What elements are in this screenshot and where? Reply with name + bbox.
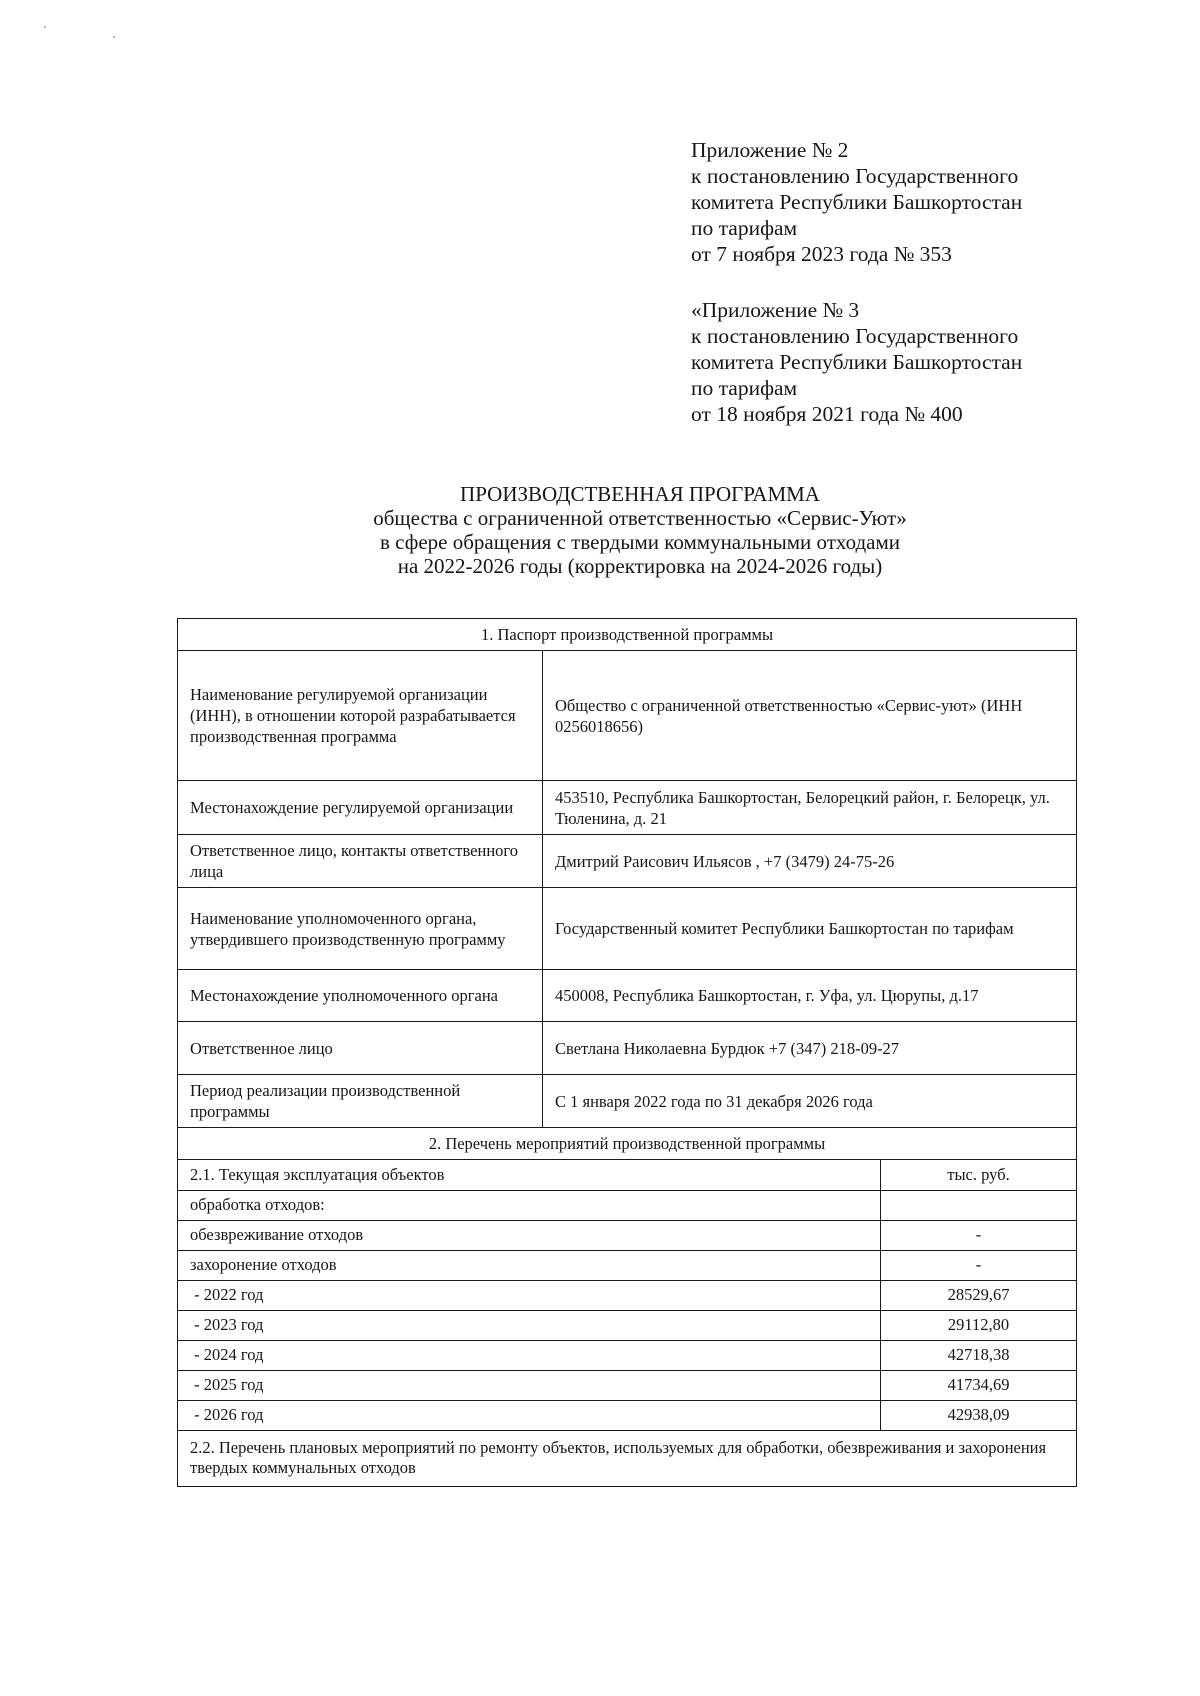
passport-section-title: 1. Паспорт производственной программы (178, 619, 1077, 651)
passport-value: 450008, Республика Башкортостан, г. Уфа, ул. Цюрупы, д.17 (543, 970, 1077, 1022)
measure-value: - (881, 1250, 1077, 1280)
passport-row (178, 781, 1077, 835)
measure-label: захоронение отходов (178, 1250, 881, 1280)
passport-row (178, 835, 1077, 888)
passport-label: Местонахождение регулируемой организации (178, 781, 543, 835)
repair-note: 2.2. Перечень плановых мероприятий по ремонту объектов, используемых для обработки, обезвреживания и захоронения твердых коммунальных отходов (190, 1438, 1047, 1478)
measures-row (178, 1400, 1076, 1430)
passport-value: С 1 января 2022 года по 31 декабря 2026 года (543, 1075, 1077, 1128)
passport-value: Дмитрий Раисович Ильясов , +7 (3479) 24-75-26 (543, 835, 1077, 888)
passport-row (178, 1075, 1077, 1128)
annex-line: к постановлению Государственного (691, 164, 1019, 188)
passport-label: Период реализации производственной программы (178, 1075, 543, 1128)
annex-line: комитета Республики Башкортостан (691, 190, 1023, 214)
measure-value: 41734,69 (881, 1370, 1077, 1400)
heading-line: в сфере обращения с твердыми коммунальными отходами (379, 530, 901, 554)
annex-line: Приложение № 2 (691, 138, 849, 162)
annex-line: по тарифам (691, 216, 798, 240)
measure-label: - 2024 год (178, 1340, 881, 1370)
program-table (177, 618, 1077, 1487)
measure-value: - (881, 1220, 1077, 1250)
measures-row (178, 1190, 1076, 1220)
annex-line: к постановлению Государственного (691, 324, 1019, 348)
annex-current (691, 137, 1022, 267)
passport-value: Общество с ограниченной ответственностью «Сервис-уют» (ИНН 0256018656) (543, 651, 1077, 781)
annex-line: «Приложение № 3 (691, 298, 860, 322)
repair-note-row (178, 1430, 1076, 1486)
section-header-row (178, 1128, 1077, 1160)
measures-row (178, 1280, 1076, 1310)
measure-label: - 2025 год (178, 1370, 881, 1400)
measure-value: 42938,09 (881, 1400, 1077, 1430)
measure-label: - 2023 год (178, 1310, 881, 1340)
measure-value: 42718,38 (881, 1340, 1077, 1370)
passport-row (178, 651, 1077, 781)
annex-line: от 18 ноября 2021 года № 400 (691, 402, 963, 426)
annex-line: по тарифам (691, 376, 798, 400)
measure-value: 28529,67 (881, 1280, 1077, 1310)
measures-row (178, 1310, 1076, 1340)
passport-row (178, 970, 1077, 1022)
measures-table (178, 1160, 1076, 1486)
measure-label: обработка отходов: (178, 1190, 881, 1220)
measures-row (178, 1220, 1076, 1250)
measure-value (881, 1190, 1077, 1220)
measures-row (178, 1340, 1076, 1370)
heading-line: на 2022-2026 годы (корректировка на 2024-2026 годы) (397, 554, 883, 578)
measure-label: - 2026 год (178, 1400, 881, 1430)
passport-value: Светлана Николаевна Бурдюк +7 (347) 218-09-27 (543, 1022, 1077, 1075)
annex-original (691, 297, 1022, 427)
measure-label: - 2022 год (178, 1280, 881, 1310)
passport-value: 453510, Республика Башкортостан, Белорецкий район, г. Белорецк, ул. Тюленина, д. 21 (543, 781, 1077, 835)
subsection-title: 2.1. Текущая эксплуатация объектов (178, 1160, 881, 1190)
document-title: ПРОИЗВОДСТВЕННАЯ ПРОГРАММА (460, 482, 820, 506)
passport-label: Наименование регулируемой организации (ИНН), в отношении которой разрабатывается производственная программа (178, 651, 543, 781)
measures-section-title: 2. Перечень мероприятий производственной программы (178, 1128, 1077, 1160)
annex-line: от 7 ноября 2023 года № 353 (691, 242, 952, 266)
passport-label: Ответственное лицо, контакты ответственного лица (178, 835, 543, 888)
passport-value: Государственный комитет Республики Башкортостан по тарифам (543, 888, 1077, 970)
section-header-row (178, 619, 1077, 651)
heading-line: общества с ограниченной ответственностью «Сервис-Уют» (373, 506, 907, 530)
measures-row (178, 1370, 1076, 1400)
scan-speck (44, 26, 46, 28)
passport-label: Местонахождение уполномоченного органа (178, 970, 543, 1022)
passport-label: Ответственное лицо (178, 1022, 543, 1075)
passport-row (178, 888, 1077, 970)
measures-header-row (178, 1160, 1076, 1190)
document-heading (220, 482, 1060, 578)
measure-value: 29112,80 (881, 1310, 1077, 1340)
unit-label: тыс. руб. (881, 1160, 1077, 1190)
passport-row (178, 1022, 1077, 1075)
annex-line: комитета Республики Башкортостан (691, 350, 1023, 374)
scan-speck (113, 36, 115, 38)
measure-label: обезвреживание отходов (178, 1220, 881, 1250)
measures-row (178, 1250, 1076, 1280)
measures-cell (178, 1160, 1077, 1487)
passport-label: Наименование уполномоченного органа, утвердившего производственную программу (178, 888, 543, 970)
